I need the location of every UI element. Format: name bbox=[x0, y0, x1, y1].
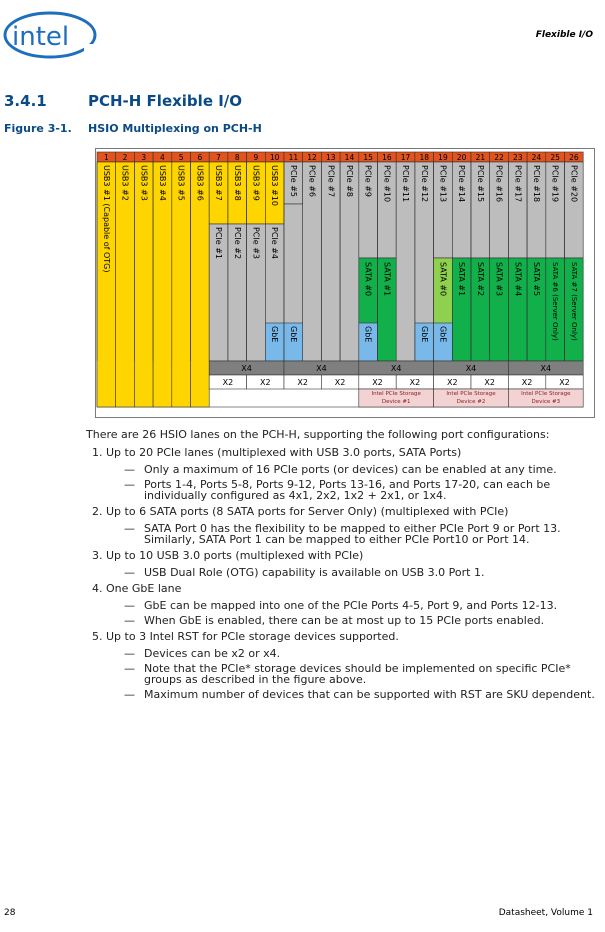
pcie-lane-label: PCIe #18 bbox=[531, 165, 541, 203]
lane-number: 22 bbox=[494, 153, 504, 162]
x2-group-label: X2 bbox=[260, 378, 271, 387]
config-item-number: 3. bbox=[92, 549, 103, 562]
x2-group-label: X2 bbox=[334, 378, 346, 387]
section-tag: Flexible I/O bbox=[535, 30, 593, 40]
lane-number: 3 bbox=[141, 153, 147, 162]
x2-group-label: X2 bbox=[447, 378, 458, 387]
config-subitem bbox=[106, 663, 596, 685]
usb-lane-label: USB3 #6 bbox=[195, 165, 205, 201]
config-item-number: 2. bbox=[92, 505, 103, 518]
pcie-lane-label: PCIe #5 bbox=[288, 165, 298, 198]
dash-bullet: — bbox=[124, 463, 135, 476]
pcie-lane-label: PCIe #17 bbox=[513, 165, 523, 203]
config-item-text: Up to 10 USB 3.0 ports (multiplexed with PCIe) bbox=[106, 549, 364, 562]
section-title: PCH-H Flexible I/O bbox=[88, 92, 243, 110]
config-subitem-text: Only a maximum of 16 PCIe ports (or devices) can be enabled at any time. bbox=[144, 463, 557, 476]
dash-bullet: — bbox=[124, 614, 135, 627]
dash-bullet: — bbox=[124, 478, 135, 491]
x4-group-label: X4 bbox=[465, 364, 477, 373]
pcie-lane-label: PCIe #13 bbox=[438, 165, 448, 203]
usb-lane-label: USB3 #10 bbox=[270, 165, 280, 206]
sata-lane-label: SATA #0 bbox=[438, 262, 448, 297]
doc-title: Datasheet, Volume 1 bbox=[498, 908, 593, 918]
sata-lane-label: SATA #1 bbox=[457, 262, 467, 297]
page-number: 28 bbox=[4, 908, 16, 918]
dash-bullet: — bbox=[124, 599, 135, 612]
lane-number: 12 bbox=[307, 153, 317, 162]
lane-number: 20 bbox=[456, 153, 467, 162]
lane-number: 1 bbox=[103, 153, 109, 162]
lane-number: 14 bbox=[344, 153, 355, 162]
lane-number: 10 bbox=[269, 153, 280, 162]
config-subitem bbox=[106, 567, 596, 578]
config-subitem bbox=[106, 648, 596, 659]
lane-number: 18 bbox=[419, 153, 430, 162]
config-item-text: One GbE lane bbox=[106, 582, 182, 595]
storage-device-label: Intel PCIe Storage Device #2 bbox=[446, 391, 496, 405]
intel-logo bbox=[2, 8, 100, 64]
config-item-number: 1. bbox=[92, 446, 103, 459]
config-item-number: 5. bbox=[92, 630, 103, 643]
lane-number: 5 bbox=[178, 153, 184, 162]
usb-lane-label: USB3 #4 bbox=[157, 165, 167, 201]
config-subitem bbox=[106, 523, 596, 545]
lane-number: 4 bbox=[160, 153, 165, 162]
gbe-lane-label: GbE bbox=[438, 326, 448, 343]
pcie-lane-label: PCIe #1 bbox=[214, 227, 224, 260]
pcie-lane-label: PCIe #14 bbox=[457, 165, 467, 203]
lane-number: 23 bbox=[512, 153, 523, 162]
pcie-lane-label: PCIe #7 bbox=[326, 165, 336, 198]
pcie-lane-label: PCIe #4 bbox=[270, 227, 280, 260]
x2-group-label: X2 bbox=[559, 378, 570, 387]
config-item-text: Up to 6 SATA ports (8 SATA ports for Server Only) (multiplexed with PCIe) bbox=[106, 505, 509, 518]
lane-number: 2 bbox=[122, 153, 128, 162]
usb-lane-label: USB3 #5 bbox=[176, 165, 186, 201]
lane-number: 15 bbox=[363, 153, 373, 162]
config-subitem-text: Devices can be x2 or x4. bbox=[144, 647, 281, 660]
config-sublist bbox=[106, 567, 596, 578]
config-subitem bbox=[106, 689, 596, 700]
config-subitem-text: USB Dual Role (OTG) capability is available on USB 3.0 Port 1. bbox=[144, 566, 485, 579]
config-sublist bbox=[106, 600, 596, 626]
sata-lane-label: SATA #6 (Server Only) bbox=[551, 262, 560, 341]
pcie-lane-label: PCIe #11 bbox=[401, 165, 411, 203]
lane-number: 13 bbox=[325, 153, 336, 162]
section-number: 3.4.1 bbox=[4, 92, 47, 110]
sata-lane-label: SATA #3 bbox=[494, 262, 504, 297]
config-item bbox=[86, 582, 596, 626]
sata-lane-label: SATA #4 bbox=[513, 262, 523, 297]
lane-number: 24 bbox=[531, 153, 542, 162]
config-subitem-text: SATA Port 0 has the flexibility to be mapped to either PCIe Port 9 or Port 13. Similarly, SATA Port 1 can be mapped to either PCIe Port10 or Port 14. bbox=[144, 522, 561, 546]
sata-lane-label: SATA #7 (Server Only) bbox=[569, 262, 578, 341]
x2-group-label: X2 bbox=[297, 378, 308, 387]
config-list bbox=[86, 446, 596, 700]
config-subitem-text: GbE can be mapped into one of the PCIe Ports 4-5, Port 9, and Ports 12-13. bbox=[144, 599, 558, 612]
config-sublist bbox=[106, 464, 596, 501]
x2-group-label: X2 bbox=[521, 378, 533, 387]
gbe-lane-label: GbE bbox=[288, 326, 298, 343]
dash-bullet: — bbox=[124, 566, 135, 579]
hsio-svg bbox=[96, 149, 594, 417]
config-subitem-text: Ports 1-4, Ports 5-8, Ports 9-12, Ports 13-16, and Ports 17-20, can each be individually configured as 4x1, 2x2, 1x2 + 2x1, or 1x4. bbox=[144, 478, 551, 502]
lane-number: 9 bbox=[253, 153, 259, 162]
pcie-lane-label: PCIe #6 bbox=[307, 165, 317, 198]
config-item bbox=[86, 505, 596, 545]
pcie-lane-label: PCIe #2 bbox=[232, 227, 242, 260]
usb-lane-label: USB3 #7 bbox=[214, 165, 224, 201]
usb-lane-label: USB3 #1 (Capable of OTG) bbox=[101, 165, 111, 273]
pcie-lane-label: PCIe #15 bbox=[475, 165, 485, 203]
x2-group-label: X2 bbox=[409, 378, 421, 387]
figure-number: Figure 3-1. bbox=[4, 122, 72, 135]
config-item bbox=[86, 446, 596, 501]
lane-number: 7 bbox=[216, 153, 221, 162]
body-text bbox=[86, 428, 596, 704]
gbe-lane-label: GbE bbox=[363, 326, 373, 343]
lane-number: 8 bbox=[234, 153, 240, 162]
pcie-lane-label: PCIe #10 bbox=[382, 165, 392, 203]
gbe-lane-label: GbE bbox=[419, 326, 429, 343]
pcie-lane-label: PCIe #16 bbox=[494, 165, 504, 203]
usb-lane-label: USB3 #9 bbox=[251, 165, 261, 201]
x4-group-label: X4 bbox=[316, 364, 327, 373]
sata-lane-label: SATA #2 bbox=[475, 262, 485, 297]
intro-paragraph: There are 26 HSIO lanes on the PCH-H, supporting the following port configurations: bbox=[86, 428, 550, 441]
config-subitem-text: Note that the PCIe* storage devices should be implemented on specific PCIe* groups as described in the figure above. bbox=[144, 662, 571, 686]
usb-lane-label: USB3 #8 bbox=[232, 165, 242, 201]
lane-number: 16 bbox=[382, 153, 392, 162]
pcie-lane-block bbox=[284, 204, 303, 334]
intel-logo-text: intel bbox=[12, 22, 70, 52]
config-sublist bbox=[106, 523, 596, 545]
dash-bullet: — bbox=[124, 688, 135, 701]
pcie-lane-label: PCIe #8 bbox=[344, 165, 354, 198]
x4-group-label: X4 bbox=[540, 364, 552, 373]
config-subitem bbox=[106, 600, 596, 611]
storage-device-label: Intel PCIe Storage Device #3 bbox=[521, 391, 571, 405]
config-subitem bbox=[106, 615, 596, 626]
pcie-lane-label: PCIe #20 bbox=[569, 165, 579, 203]
figure-title: HSIO Multiplexing on PCH-H bbox=[88, 122, 262, 135]
config-subitem-text: Maximum number of devices that can be supported with RST are SKU dependent. bbox=[144, 688, 595, 701]
usb-lane-label: USB3 #2 bbox=[120, 165, 130, 201]
gbe-lane-label: GbE bbox=[270, 326, 280, 343]
lane-number: 6 bbox=[197, 153, 203, 162]
dash-bullet: — bbox=[124, 522, 135, 535]
pcie-lane-label: PCIe #12 bbox=[419, 165, 429, 203]
config-item bbox=[86, 549, 596, 578]
sata-lane-label: SATA #5 bbox=[531, 262, 541, 297]
lane-number: 25 bbox=[550, 153, 560, 162]
config-item bbox=[86, 630, 596, 700]
lane-number: 17 bbox=[400, 153, 411, 162]
pcie-lane-label: PCIe #19 bbox=[550, 165, 560, 203]
config-subitem-text: When GbE is enabled, there can be at most up to 15 PCIe ports enabled. bbox=[144, 614, 545, 627]
x2-group-label: X2 bbox=[372, 378, 383, 387]
x2-group-label: X2 bbox=[222, 378, 234, 387]
config-item-text: Up to 3 Intel RST for PCIe storage devices supported. bbox=[106, 630, 399, 643]
config-item-number: 4. bbox=[92, 582, 103, 595]
dash-bullet: — bbox=[124, 662, 135, 675]
storage-device-label: Intel PCIe Storage Device #1 bbox=[371, 391, 421, 405]
lane-number: 11 bbox=[288, 153, 299, 162]
x2-group-label: X2 bbox=[484, 378, 495, 387]
hsio-diagram bbox=[95, 148, 595, 418]
config-subitem bbox=[106, 464, 596, 475]
lane-number: 19 bbox=[438, 153, 448, 162]
sata-lane-label: SATA #1 bbox=[382, 262, 392, 297]
dash-bullet: — bbox=[124, 647, 135, 660]
pcie-lane-label: PCIe #3 bbox=[251, 227, 261, 260]
config-item-text: Up to 20 PCIe lanes (multiplexed with USB 3.0 ports, SATA Ports) bbox=[106, 446, 462, 459]
lane-number: 26 bbox=[569, 153, 579, 162]
lane-number: 21 bbox=[475, 153, 486, 162]
config-sublist bbox=[106, 648, 596, 700]
usb-lane-label: USB3 #3 bbox=[139, 165, 149, 201]
sata-lane-label: SATA #0 bbox=[363, 262, 373, 297]
config-subitem bbox=[106, 479, 596, 501]
pcie-lane-label: PCIe #9 bbox=[363, 165, 373, 198]
x4-group-label: X4 bbox=[390, 364, 402, 373]
x4-group-label: X4 bbox=[241, 364, 252, 373]
